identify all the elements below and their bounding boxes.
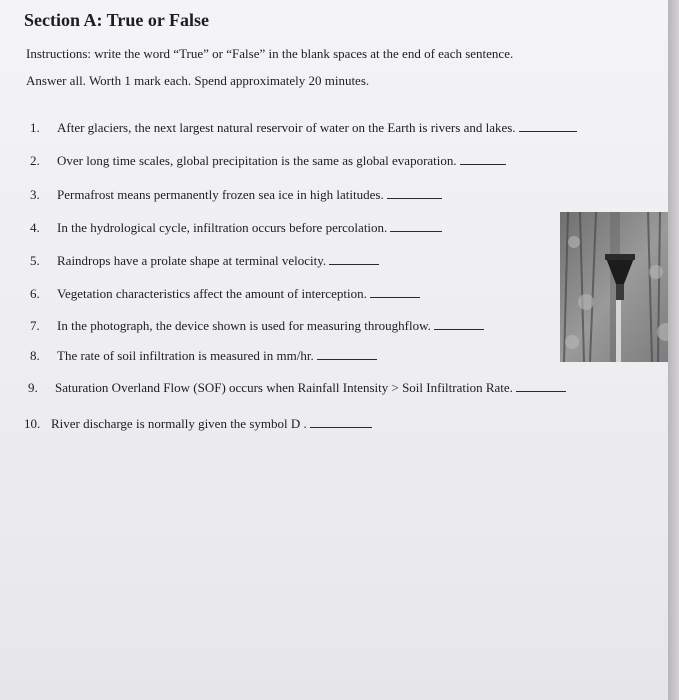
rain-gauge-photo [560,212,678,362]
answer-blank[interactable] [519,130,577,132]
question-text: In the photograph, the device shown is used for measuring throughflow. [57,318,431,333]
instructions-line-2: Answer all. Worth 1 mark each. Spend approximately 20 minutes. [26,73,370,88]
answer-blank[interactable] [434,328,484,330]
question-text: After glaciers, the next largest natural reservoir of water on the Earth is rivers and lakes. [57,120,516,135]
question-text: In the hydrological cycle, infiltration occurs before percolation. [57,220,388,235]
background-edge [668,0,679,700]
instructions-line-1: Instructions: write the word “True” or “False” in the blank spaces at the end of each sentence. [26,46,514,61]
answer-blank[interactable] [460,163,506,165]
question-number: 5. [30,253,40,268]
answer-blank[interactable] [516,390,566,392]
question-number: 3. [30,187,40,202]
question-text: Permafrost means permanently frozen sea ice in high latitudes. [57,187,384,202]
question-number: 1. [30,120,40,135]
question-text: Raindrops have a prolate shape at terminal velocity. [57,253,327,268]
question-text: Vegetation characteristics affect the amount of interception. [57,286,367,301]
question-text: River discharge is normally given the symbol D . [51,416,307,431]
answer-blank[interactable] [387,197,442,199]
answer-blank[interactable] [370,296,420,298]
question-number: 10. [24,416,41,431]
answer-blank[interactable] [329,263,379,265]
question-text: The rate of soil infiltration is measured in mm/hr. [57,348,314,363]
question-number: 9. [28,380,38,395]
question-3 [30,187,442,203]
question-4 [30,220,442,236]
answer-blank[interactable] [390,230,442,232]
question-2 [30,153,506,169]
question-8 [30,348,377,364]
question-text: Saturation Overland Flow (SOF) occurs when Rainfall Intensity > Soil Infiltration Rate. [55,380,513,395]
question-6 [30,286,420,302]
question-5 [30,253,379,269]
question-9 [28,380,566,396]
question-number: 8. [30,348,40,363]
section-title: Section A: True or False [24,10,209,30]
question-number: 6. [30,286,40,301]
question-7 [30,318,484,334]
instructions [26,40,626,94]
question-number: 7. [30,318,40,333]
question-number: 2. [30,153,40,168]
question-1 [30,120,577,136]
answer-blank[interactable] [310,426,372,428]
question-10 [24,416,372,432]
answer-blank[interactable] [317,358,377,360]
photo-image [560,212,678,362]
question-text: Over long time scales, global precipitation is the same as global evaporation. [57,153,457,168]
question-number: 4. [30,220,40,235]
